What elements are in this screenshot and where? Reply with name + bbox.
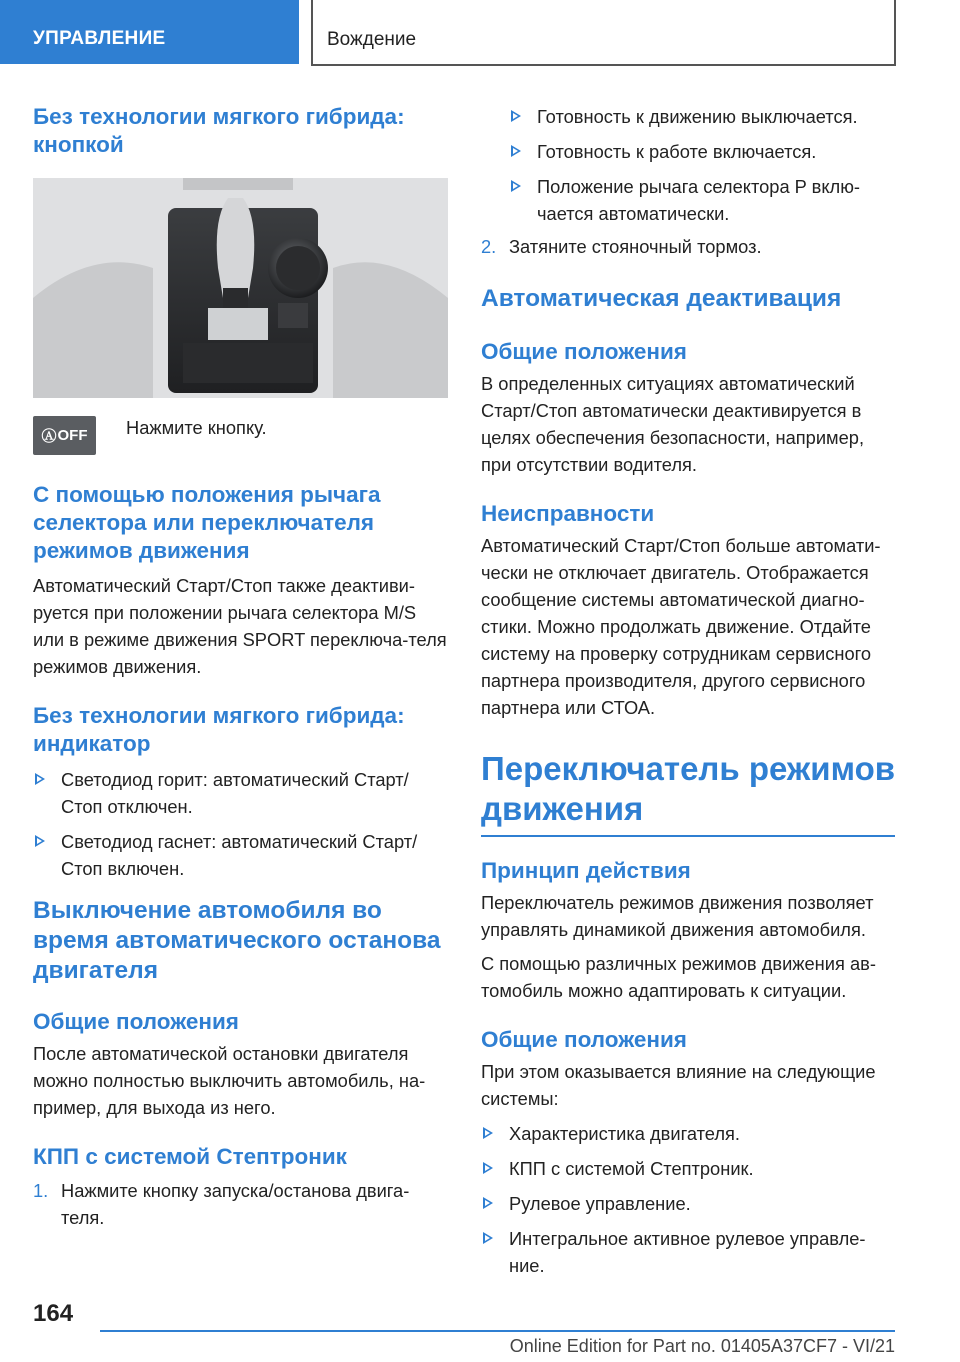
list-item: Готовность к движению выключается. <box>509 103 895 130</box>
heading-no-hybrid-indicator: Без технологии мягкого гибрида: индикатор <box>33 703 405 756</box>
triangle-bullet-icon <box>483 1162 493 1174</box>
list-item: Характеристика двигателя. <box>481 1120 895 1147</box>
chapter-header: Вождение <box>311 0 896 66</box>
footer-divider <box>100 1330 895 1332</box>
systems-list <box>481 1120 895 1279</box>
paragraph-general-3: При этом оказывается влияние на следующие системы: <box>481 1061 876 1109</box>
result-list <box>509 103 895 227</box>
list-item: 2. Затяните стояночный тормоз. <box>481 236 762 257</box>
heading-general-3: Общие положения <box>481 1027 687 1052</box>
heading-no-hybrid-button: Без технологии мягкого гибрида: кнопкой <box>33 104 405 157</box>
heading-general-1: Общие положения <box>33 1009 239 1034</box>
heading-switch-off: Выключение автомобиля во время автоматического останова двигателя <box>33 897 441 984</box>
center-console-illustration <box>33 178 448 398</box>
triangle-bullet-icon <box>511 145 521 157</box>
section-header: УПРАВЛЕНИЕ <box>0 0 299 64</box>
right-column <box>481 103 895 1287</box>
footer-edition: Online Edition for Part no. 01405A37CF7 - VI/21 <box>509 1336 895 1356</box>
paragraph-general-1: После автоматической остановки двигателя можно полностью выключить автомобиль, на-пример, для выхода из него. <box>33 1043 426 1118</box>
list-item: Положение рычага селектора P вклю-чается автоматически. <box>509 173 895 227</box>
triangle-bullet-icon <box>35 835 45 847</box>
paragraph-general-2: В определенных ситуациях автоматический Старт/Стоп автоматически деактивируется в целях обеспечения безопасности, например, при отсутствии водителя. <box>481 373 865 475</box>
triangle-bullet-icon <box>35 773 45 785</box>
paragraph-selector: Автоматический Старт/Стоп также деактиви-руется при положении рычага селектора M/S или в режиме движения SPORT переключа-теля режимов движения. <box>33 575 447 677</box>
list-item: Готовность к работе включается. <box>509 138 895 165</box>
heading-selector: С помощью положения рычага селектора или переключателя режимов движения <box>33 482 381 563</box>
auto-start-stop-off-icon: Ⓐ OFF <box>33 416 96 455</box>
triangle-bullet-icon <box>483 1232 493 1244</box>
heading-faults: Неисправности <box>481 501 655 526</box>
triangle-bullet-icon <box>511 180 521 192</box>
paragraph-faults: Автоматический Старт/Стоп больше автомати-чески не отключает двигатель. Отображается сообщение системы автоматической диагно-стики. Можно продолжать движение. Отдайте систему на проверку сотрудникам сервисного партнера производителя, другого сервисного партнера или СТОА. <box>481 535 881 718</box>
heading-general-2: Общие положения <box>481 339 687 364</box>
paragraph-principle-2: С помощью различных режимов движения ав-томобиль можно адаптировать к ситуации. <box>481 953 876 1001</box>
press-button-text: Нажмите кнопку. <box>126 417 267 438</box>
heading-steptronic: КПП с системой Стептроник <box>33 1144 347 1169</box>
heading-mode-switch: Переключатель режимов движения <box>481 749 895 837</box>
list-item: КПП с системой Стептроник. <box>481 1155 895 1182</box>
steps-list-right <box>481 233 895 260</box>
list-item: Рулевое управление. <box>481 1190 895 1217</box>
indicator-list <box>33 766 448 882</box>
list-item: Светодиод гаснет: автоматический Старт/ Стоп включен. <box>33 828 448 882</box>
center-console-photo <box>33 178 448 398</box>
left-column <box>33 103 448 1239</box>
heading-principle: Принцип действия <box>481 858 691 883</box>
steps-list-left <box>33 1177 448 1231</box>
triangle-bullet-icon <box>511 110 521 122</box>
press-button-row <box>33 416 448 455</box>
list-item: Интегральное активное рулевое управле-ние. <box>481 1225 895 1279</box>
list-item: 1. Нажмите кнопку запуска/останова двига-теля. <box>33 1180 410 1228</box>
triangle-bullet-icon <box>483 1197 493 1209</box>
page-number: 164 <box>33 1300 74 1327</box>
triangle-bullet-icon <box>483 1127 493 1139</box>
paragraph-principle-1: Переключатель режимов движения позволяет управлять динамикой движения автомобиля. <box>481 892 874 940</box>
list-item: Светодиод горит: автоматический Старт/ Стоп отключен. <box>33 766 448 820</box>
heading-auto-deactivation: Автоматическая деактивация <box>481 285 842 312</box>
